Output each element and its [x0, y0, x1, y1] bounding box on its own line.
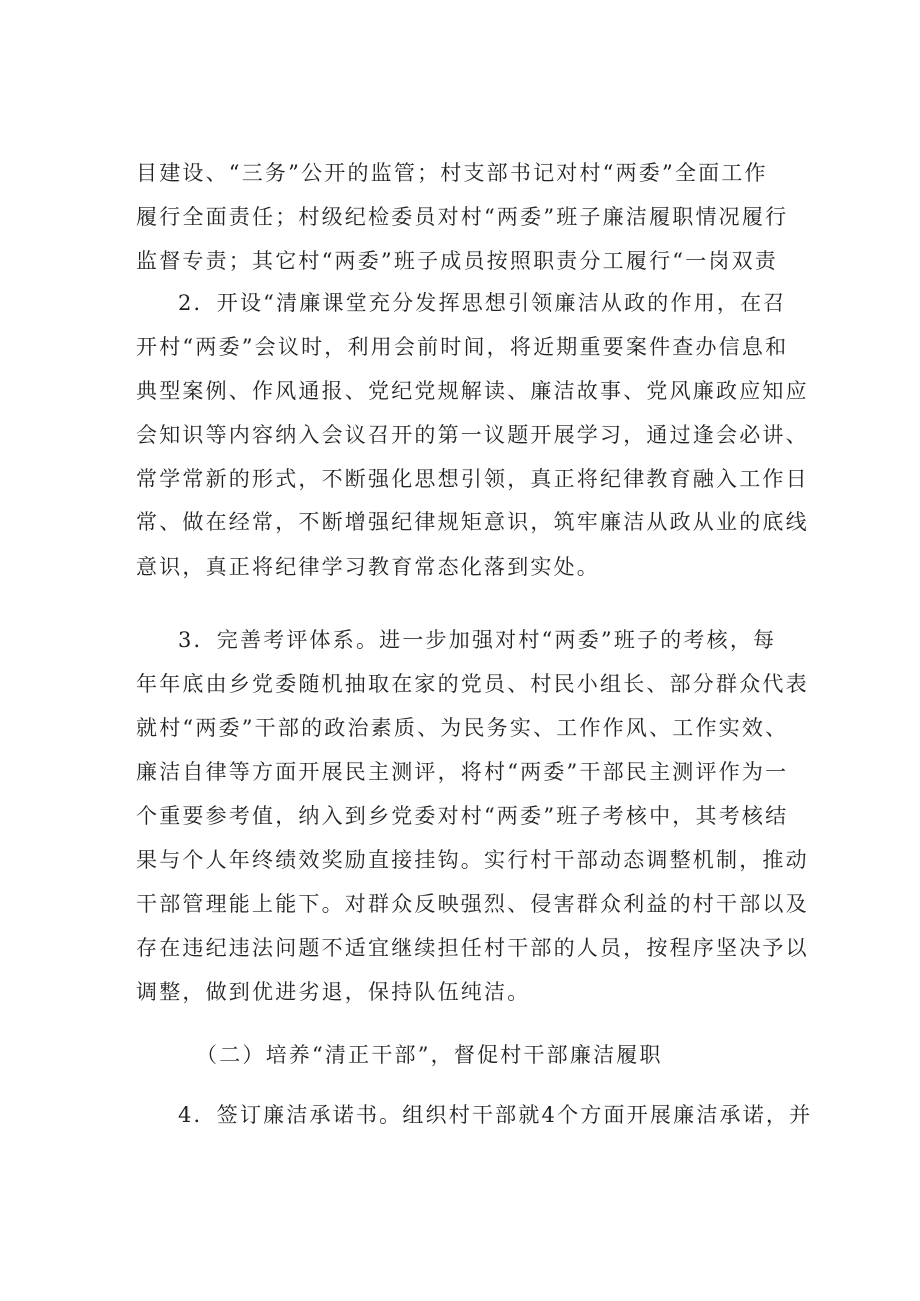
- paragraph-3-line-9: 调整，做到优进劣退，保持队伍纯洁。: [136, 980, 531, 1004]
- paragraph-4-line-1: 4．签订廉洁承诺书。组织村干部就4个方面开展廉洁承诺，并: [178, 1103, 813, 1127]
- paragraph-3-line-7: 干部管理能上能下。对群众反映强烈、侵害群众利益的村干部以及: [136, 892, 809, 916]
- paragraph-3-line-8: 存在违纪违法问题不适宜继续担任村干部的人员，按程序坚决予以: [136, 936, 809, 960]
- paragraph-3-line-4: 廉洁自律等方面开展民主测评，将村“两委”干部民主测评作为一: [136, 760, 789, 784]
- section-heading: （二）培养“清正干部”，督促村干部廉洁履职: [196, 1043, 663, 1067]
- paragraph-3-line-5: 个重要参考值，纳入到乡党委对村“两委”班子考核中，其考核结: [136, 804, 789, 828]
- paragraph-2-line-1: 2．开设“清廉课堂充分发挥思想引领廉洁从政的作用，在召: [178, 291, 787, 315]
- paragraph-3-line-2: 年年底由乡党委随机抽取在家的党员、村民小组长、部分群众代表: [136, 672, 809, 696]
- paragraph-2-line-7: 意识，真正将纪律学习教育常态化落到实处。: [136, 555, 600, 579]
- paragraph-2-line-6: 常、做在经常，不断增强纪律规矩意识，筑牢廉洁从政从业的底线: [136, 510, 809, 534]
- paragraph-3-line-6: 果与个人年终绩效奖励直接挂钩。实行村干部动态调整机制，推动: [136, 848, 809, 872]
- paragraph-2-line-5: 常学常新的形式，不断强化思想引领，真正将纪律教育融入工作日: [136, 467, 809, 491]
- paragraph-2-line-3: 典型案例、作风通报、党纪党规解读、廉洁故事、党风廉政应知应: [136, 379, 809, 403]
- paragraph-1-line-3: 监督专责；其它村“两委”班子成员按照职责分工履行“一岗双责: [136, 249, 779, 273]
- paragraph-3-line-1: 3．完善考评体系。进一步加强对村“两委”班子的考核，每: [178, 628, 777, 652]
- paragraph-2-line-4: 会知识等内容纳入会议召开的第一议题开展学习，通过逢会必讲、: [136, 423, 809, 447]
- paragraph-2-line-2: 开村“两委”会议时，利用会前时间，将近期重要案件查办信息和: [136, 335, 789, 359]
- paragraph-1-line-2: 履行全面责任；村级纪检委员对村“两委”班子廉洁履职情况履行: [136, 205, 789, 229]
- paragraph-3-line-3: 就村“两委”干部的政治素质、为民务实、工作作风、工作实效、: [136, 716, 789, 740]
- paragraph-1-line-1: 目建设、“三务”公开的监管；村支部书记对村“两委”全面工作: [136, 161, 768, 185]
